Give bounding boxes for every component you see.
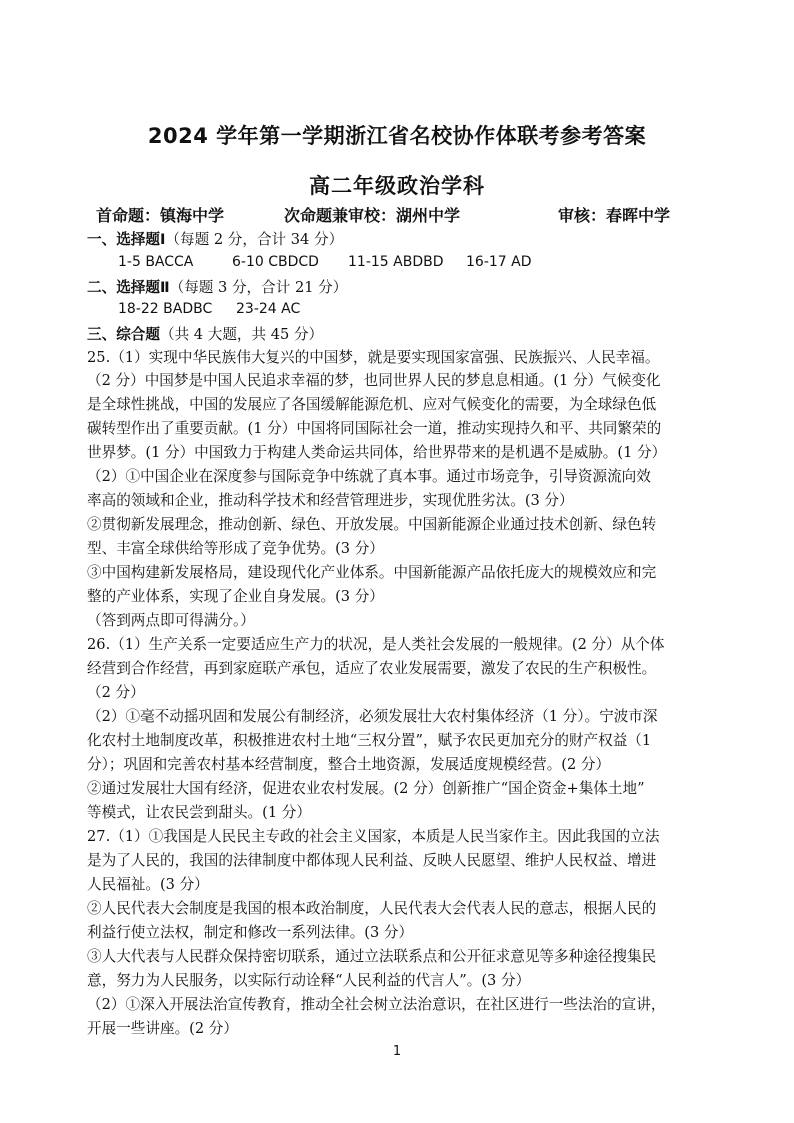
section2-note: （每题 3 分，合计 21 分）	[169, 279, 348, 296]
reviewer: 审核：春晖中学	[558, 206, 671, 225]
body-line: 等模式，让农民尝到甜头。(1 分）	[87, 804, 311, 821]
body-line: 意，努力为人民服务，以实际行动诠释“人民利益的代言人”。(3 分）	[87, 972, 531, 989]
answer-group: 11-15 ABDBD	[348, 254, 444, 270]
body-line: 世界梦。(1 分）中国致力于构建人类命运共同体，给世界带来的是机遇不是威胁。(1 分）	[87, 444, 667, 461]
answer-group: 1-5 BACCA	[118, 254, 194, 270]
answer-group: 18-22 BADBC	[118, 301, 213, 317]
page-subtitle: 高二年级政治学科	[309, 174, 485, 198]
body-line: 25.（1）实现中华民族伟大复兴的中国梦，就是要实现国家富强、民族振兴、人民幸福。	[87, 349, 660, 366]
page-title: 2024 学年第一学期浙江省名校协作体联考参考答案	[147, 124, 647, 148]
section2-heading-line	[87, 277, 764, 299]
answer-group: 6-10 CBDCD	[232, 254, 319, 270]
first-author: 首命题：镇海中学	[96, 206, 225, 225]
section3-heading-line	[87, 324, 764, 346]
body-line: （2）①中国企业在深度参与国际竞争中练就了真本事。通过市场竞争，引导资源流向效	[87, 468, 651, 485]
body-line: （2 分）中国梦是中国人民追求幸福的梦，也同世界人民的梦息息相通。(1 分）气候变化	[87, 372, 661, 389]
section1-note: （每题 2 分，合计 34 分）	[165, 231, 344, 248]
body-line: ③人大代表与人民群众保持密切联系，通过立法联系点和公开征求意见等多种途径搜集民	[87, 948, 657, 965]
body-line: ②通过发展壮大国有经济，促进农业农村发展。(2 分）创新推广“国企资金+集体土地”	[87, 780, 645, 797]
body-line: 26.（1）生产关系一定要适应生产力的状况，是人类社会发展的一般规律。(2 分）从个体	[87, 636, 665, 653]
body-line: 利益行使立法权，制定和修改一系列法律。(3 分）	[87, 924, 414, 941]
section1-heading-line	[87, 229, 764, 251]
second-author: 次命题兼审校：湖州中学	[284, 206, 461, 225]
body-line: （2 分）	[87, 684, 145, 701]
body-line: ②人民代表大会制度是我国的根本政治制度，人民代表大会代表人民的意志，根据人民的	[87, 900, 657, 917]
body-line: ③中国构建新发展格局，建设现代化产业体系。中国新能源产品依托庞大的规模效应和完	[87, 564, 657, 581]
body-line: 率高的领域和企业，推动科学技术和经营管理进步，实现优胜劣汰。(3 分）	[87, 492, 574, 509]
page-number: 1	[392, 1044, 402, 1059]
body-line: 是为了人民的，我国的法律制度中都体现人民利益、反映人民愿望、维护人民权益、增进	[87, 852, 657, 869]
answer-group: 16-17 AD	[466, 254, 532, 270]
body-line: 开展一些讲座。(2 分）	[87, 1020, 238, 1037]
body-line: （2）①毫不动摇巩固和发展公有制经济，必须发展壮大农村集体经济（1 分）。宁波市深	[87, 708, 658, 725]
section3-heading: 三、综合题	[87, 326, 160, 343]
section2-heading: 二、选择题Ⅱ	[87, 279, 170, 296]
body-line: 人民福祉。(3 分）	[87, 876, 209, 893]
body-line: （2）①深入开展法治宣传教育，推动全社会树立法治意识，在社区进行一些法治的宣讲，	[87, 996, 666, 1013]
body-line: （答到两点即可得满分。）	[87, 612, 255, 629]
body-line: 是全球性挑战，中国的发展应了各国缓解能源危机、应对气候变化的需要，为全球绿色低	[87, 396, 657, 413]
body-line: 27.（1）①我国是人民民主专政的社会主义国家，本质是人民当家作主。因此我国的立法	[87, 828, 660, 845]
body-line: 化农村土地制度改革，积极推进农村土地“三权分置”，赋予农民更加充分的财产权益（1	[87, 732, 652, 749]
answer-group: 23-24 AC	[236, 301, 301, 317]
body-line: 碳转型作出了重要贡献。(1 分）中国将同国际社会一道，推动实现持久和平、共同繁荣的	[87, 420, 662, 437]
section3-note: （共 4 大题，共 45 分）	[159, 326, 324, 343]
body-line: 分）；巩固和完善农村基本经营制度，整合土地资源，发展适度规模经营。(2 分）	[87, 756, 611, 773]
section1-heading: 一、选择题Ⅰ	[87, 231, 166, 248]
body-line: ②贯彻新发展理念，推动创新、绿色、开放发展。中国新能源企业通过技术创新、绿色转	[87, 516, 657, 533]
body-line: 整的产业体系，实现了企业自身发展。(3 分）	[87, 588, 384, 605]
body-line: 经营到合作经营，再到家庭联产承包，适应了农业发展需要，激发了农民的生产积极性。	[87, 660, 657, 677]
body-line: 型、丰富全球供给等形成了竞争优势。(3 分）	[87, 540, 384, 557]
